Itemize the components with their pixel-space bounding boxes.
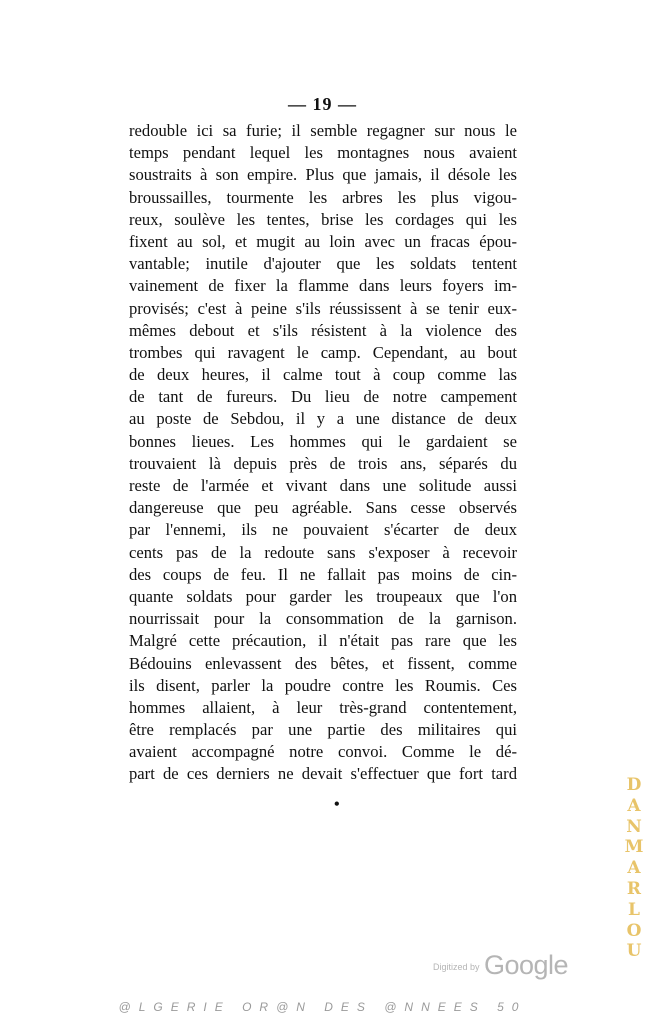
text-line: Bédouins enlevassent des bêtes, et fissent, comme: [129, 653, 517, 673]
text-line: provisés; c'est à peine s'ils réussissent à se tenir eux-: [129, 298, 517, 318]
text-line: cents pas de la redoute sans s'exposer à recevoir: [129, 542, 517, 562]
watermark-letter: A: [627, 795, 641, 816]
watermark-letter: L: [628, 899, 640, 920]
text-line: fixent au sol, et mugit au loin avec un fracas épou-: [129, 231, 517, 251]
body-text: [129, 120, 517, 786]
text-line: redouble ici sa furie; il semble regagner sur nous le: [129, 121, 517, 140]
text-line: nourrissait pour la consommation de la garnison.: [129, 609, 517, 629]
text-line: de deux heures, il calme tout à coup comme las: [129, 365, 517, 385]
text-line: reux, soulève les tentes, brise les cordages qui les: [129, 209, 517, 229]
text-line: trouvaient là depuis près de trois ans, séparés du: [129, 453, 517, 473]
text-line: soustraits à son empire. Plus que jamais, il désole les: [129, 165, 517, 185]
text-line: ils disent, parler la poudre contre les Roumis. Ces: [129, 675, 517, 695]
vertical-watermark: [622, 775, 645, 962]
text-line: par l'ennemi, ils ne pouvaient s'écarter de deux: [129, 520, 517, 540]
text-line: dangereuse que peu agréable. Sans cesse observés: [129, 498, 517, 518]
text-line: hommes allaient, à leur très-grand contentement,: [129, 697, 517, 717]
text-line: reste de l'armée et vivant dans une solitude aussi: [129, 476, 517, 495]
text-line: de tant de fureurs. Du lieu de notre campement: [129, 387, 517, 407]
text-line: quante soldats pour garder les troupeaux que l'on: [129, 586, 517, 606]
text-line: broussailles, tourmente les arbres les plus vigou-: [129, 187, 517, 207]
footer-watermark: @LGERIE OR@N DES @NNEES 50: [118, 1000, 527, 1014]
text-line: vantable; inutile d'ajouter que les soldats tentent: [129, 254, 517, 274]
bottom-mark: •: [334, 796, 340, 813]
text-line: bonnes lieues. Les hommes qui le gardaient se: [129, 431, 517, 451]
text-line: trombes qui ravagent le camp. Cependant, au bout: [129, 342, 517, 362]
watermark-letter: A: [627, 858, 641, 879]
text-line: au poste de Sebdou, il y a une distance de deux: [129, 409, 517, 429]
text-line: temps pendant lequel les montagnes nous avaient: [129, 143, 517, 163]
watermark-letter: R: [626, 878, 642, 899]
google-wordmark: Google: [483, 950, 569, 980]
text-line: avaient accompagné notre convoi. Comme le dé-: [129, 742, 517, 762]
text-line: part de ces derniers ne devait s'effectuer que fort tard: [129, 764, 517, 784]
digitized-by-label: Digitized by: [433, 962, 480, 972]
text-line: être remplacés par une partie des militaires qui: [129, 720, 517, 740]
text-line: vainement de fixer la flamme dans leurs foyers im-: [129, 276, 517, 296]
watermark-letter: O: [626, 920, 642, 941]
watermark-letter: D: [626, 775, 642, 795]
watermark-letter: U: [626, 941, 642, 962]
digitized-by-google-watermark: [433, 950, 568, 981]
text-line: Malgré cette précaution, il n'était pas rare que les: [129, 631, 517, 651]
text-line: des coups de feu. Il ne fallait pas moins de cin-: [129, 564, 517, 584]
watermark-letter: N: [626, 816, 642, 837]
text-line: mêmes debout et s'ils résistent à la violence des: [129, 320, 517, 340]
page-number: — 19 —: [288, 94, 357, 114]
watermark-letter: M: [624, 837, 644, 858]
